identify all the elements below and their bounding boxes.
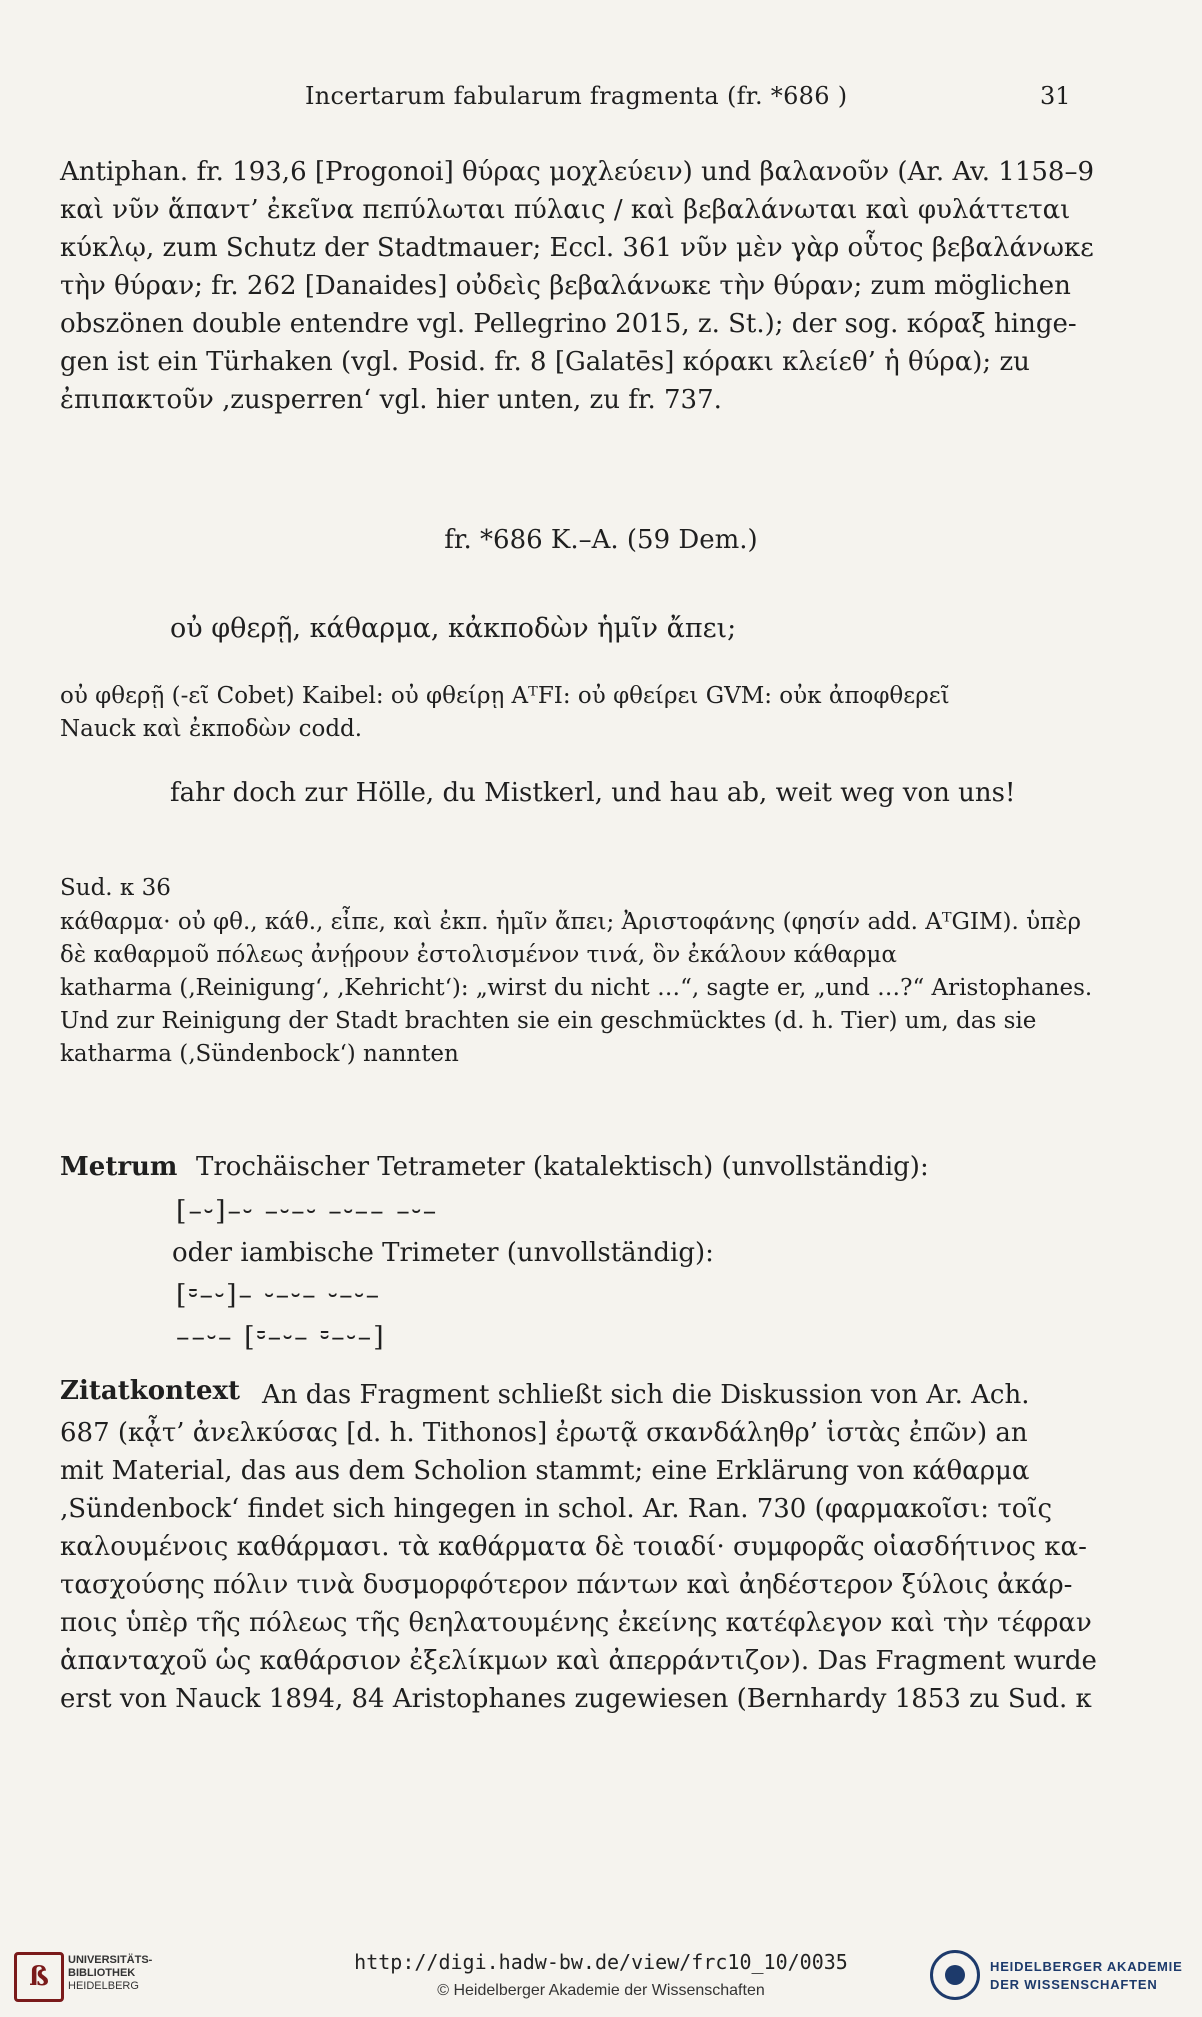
metrum-label: Metrum bbox=[60, 1152, 178, 1182]
footer-bar bbox=[0, 1940, 1202, 2017]
commentary-line: gen ist ein Türhaken (vgl. Posid. fr. 8 [Galatēs] κόρακι κλείεθ’ ἡ θύρα); zu bbox=[60, 347, 1030, 377]
permalink-url[interactable]: http://digi.hadw-bw.de/view/frc10_10/0035 bbox=[354, 1950, 848, 1974]
academy-logo[interactable] bbox=[930, 1950, 1190, 2006]
zitatkontext-line: ποις ὑπὲρ τῆς πόλεως τῆς θεηλατουμένης ἐκείνης κατέφλεγον καὶ τὴν τέφραν bbox=[60, 1608, 1092, 1638]
commentary-line: ἐπιπακτοῦν ‚zusperren‘ vgl. hier unten, zu fr. 737. bbox=[60, 385, 722, 415]
zitatkontext-first-line bbox=[262, 1376, 1082, 1414]
metrum-scheme-3: ––⏑– [⏒–⏑– ⏒–⏑–] bbox=[176, 1322, 386, 1353]
apparatus-line: Nauck καὶ ἐκποδὼν codd. bbox=[60, 716, 363, 742]
library-logo-line: HEIDELBERG bbox=[68, 1980, 139, 1992]
zitatkontext-line: 687 (κᾆτ’ ἀνελκύσας [d. h. Tithonos] ἐρωτᾷ σκανδάληθρ’ ἱστὰς ἐπῶν) an bbox=[60, 1418, 1028, 1448]
commentary-line: obszönen double entendre vgl. Pellegrino 2015, z. St.); der sog. κόραξ hinge- bbox=[60, 309, 1077, 339]
testimonium-line: Und zur Reinigung der Stadt brachten sie ein geschmücktes (d. h. Tier) um, das sie bbox=[60, 1008, 1037, 1034]
zitatkontext-line: erst von Nauck 1894, 84 Aristophanes zugewiesen (Bernhardy 1853 zu Sud. κ bbox=[60, 1684, 1092, 1714]
metrum-scheme-1: [–⏑]–⏑ –⏑–⏑ –⏑–– –⏑– bbox=[176, 1196, 439, 1227]
zitatkontext-line: mit Material, das aus dem Scholion stammt; eine Erklärung von κάθαρμα bbox=[60, 1456, 1030, 1486]
academy-logo-line: DER WISSENSCHAFTEN bbox=[990, 1977, 1158, 1992]
apparatus-line: οὐ φθερῇ (-εῖ Cobet) Kaibel: οὐ φθείρῃ AᵀFI: οὐ φθείρει GVM: οὐκ ἀποφθερεῖ bbox=[60, 683, 950, 709]
testimonium bbox=[60, 906, 1092, 1071]
commentary-top bbox=[60, 153, 1095, 419]
zitatkontext-line: ἁπανταχοῦ ὡς καθάρσιον ἐξελίκμων καὶ ἀπερράντιζον). Das Fragment wurde bbox=[60, 1646, 1097, 1676]
academy-logo-line: HEIDELBERGER AKADEMIE bbox=[990, 1959, 1183, 1974]
commentary-line: κύκλῳ, zum Schutz der Stadtmauer; Eccl. 361 νῦν μὲν γὰρ οὗτος βεβαλάνωκε bbox=[60, 233, 1094, 263]
fragment-greek-text: οὐ φθερῇ, κάθαρμα, κἀκποδὼν ἡμῖν ἄπει; bbox=[170, 613, 737, 644]
metrum-line-1: Trochäischer Tetrameter (katalektisch) (unvollständig): bbox=[196, 1152, 929, 1182]
metrum-line-2: oder iambische Trimeter (unvollständig): bbox=[172, 1238, 714, 1268]
fragment-translation: fahr doch zur Hölle, du Mistkerl, und hau ab, weit weg von uns! bbox=[170, 778, 1016, 808]
testimonium-line: katharma (‚Reinigung‘, ‚Kehricht‘): „wirst du nicht …“, sagte er, „und …?“ Aristophanes. bbox=[60, 975, 1093, 1001]
fragment-heading: fr. *686 K.–A. (59 Dem.) bbox=[444, 525, 758, 555]
running-title: Incertarum fabularum fragmenta (fr. *686 ) bbox=[305, 82, 848, 110]
metrum-scheme-2: [⏒–⏑]– ⏑–⏑– ⏑–⏑– bbox=[176, 1280, 382, 1311]
copyright-notice: © Heidelberger Akademie der Wissenschaften bbox=[437, 1982, 765, 1999]
library-logo-line: UNIVERSITÄTS- bbox=[68, 1954, 153, 1966]
page-number: 31 bbox=[1040, 82, 1071, 110]
library-logo-line: BIBLIOTHEK bbox=[68, 1967, 136, 1979]
critical-apparatus bbox=[60, 680, 950, 746]
commentary-line: καὶ νῦν ἅπαντ’ ἐκεῖνα πεπύλωται πύλαις / καὶ βεβαλάνωται καὶ φυλάττεται bbox=[60, 195, 1071, 225]
commentary-line: Antiphan. fr. 193,6 [Progonoi] θύρας μοχλεύειν) und βαλανοῦν (Ar. Av. 1158–9 bbox=[60, 157, 1095, 187]
testimonium-source: Sud. κ 36 bbox=[60, 875, 171, 901]
library-logo-icon: ß bbox=[14, 1952, 64, 2002]
academy-seal-icon bbox=[930, 1950, 980, 2000]
zitatkontext-line: τασχούσης πόλιν τινὰ δυσμορφότερον πάντων καὶ ἀηδέστερον ξύλοις ἀκάρ- bbox=[60, 1570, 1073, 1600]
zitatkontext-line: An das Fragment schließt sich die Diskussion von Ar. Ach. bbox=[262, 1380, 1030, 1410]
testimonium-line: katharma (‚Sündenbock‘) nannten bbox=[60, 1041, 459, 1067]
zitatkontext-label: Zitatkontext bbox=[60, 1376, 241, 1406]
zitatkontext-body bbox=[60, 1414, 1097, 1718]
zitatkontext-line: καλουμένοις καθάρμασι. τὰ καθάρματα δὲ τοιαδί· συμφορᾶς οἱασδήτινος κα- bbox=[60, 1532, 1087, 1562]
testimonium-line: δὲ καθαρμοῦ πόλεως ἀνῄρουν ἐστολισμένον τινά, ὃν ἐκάλουν κάθαρμα bbox=[60, 942, 897, 968]
commentary-line: τὴν θύραν; fr. 262 [Danaides] οὐδεὶς βεβαλάνωκε τὴν θύραν; zum möglichen bbox=[60, 271, 1071, 301]
zitatkontext-line: ‚Sündenbock‘ findet sich hingegen in schol. Ar. Ran. 730 (φαρμακοῖσι: τοῖς bbox=[60, 1494, 1053, 1524]
testimonium-line: κάθαρμα· οὐ φθ., κάθ., εἶπε, καὶ ἐκπ. ἡμῖν ἄπει; Ἀριστοφάνης (φησίν add. AᵀGIM). ὑπὲρ bbox=[60, 909, 1082, 935]
